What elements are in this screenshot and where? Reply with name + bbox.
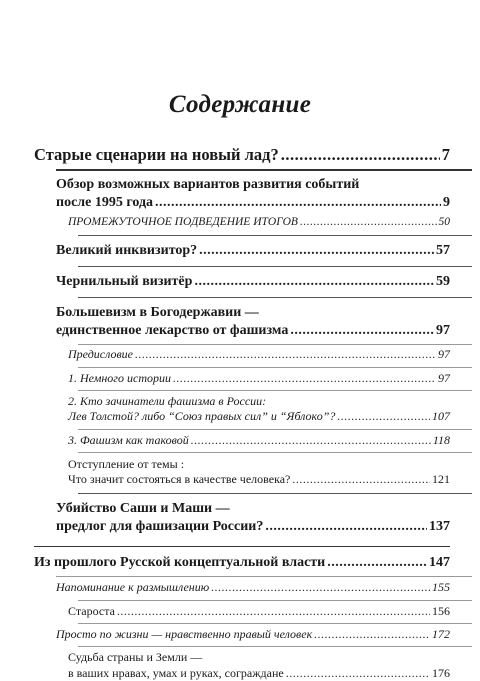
toc-entry-4[interactable] [34,242,450,260]
toc-entry-9[interactable] [34,394,450,425]
toc-entry-page: 97 [436,322,450,338]
toc-entry-title: Предисловие [68,347,134,362]
toc-entry-11[interactable] [34,457,450,488]
toc-entry-page: 121 [432,472,450,487]
toc-entry-title: Староста [68,603,115,618]
toc-entry-title: Просто по жизни — нравственно правый человек [56,626,313,641]
toc-entry-page: 176 [432,665,450,680]
toc-entry-7[interactable] [34,347,450,363]
divider [78,266,472,267]
toc-leader-dots [314,627,430,643]
toc-entry-1[interactable] [34,144,450,165]
divider [78,390,472,391]
toc-entry-page: 172 [432,626,450,641]
toc-entry-title: ПРОМЕЖУТОЧНОЕ ПОДВЕДЕНИЕ ИТОГОВ [68,215,298,228]
toc-entry-page: 97 [438,370,450,385]
toc-entry-page: 118 [432,432,450,447]
toc-entry-13[interactable] [34,554,450,572]
toc-entry-page: 50 [438,215,450,228]
toc-entry-page: 97 [438,347,450,362]
toc-entry-12[interactable] [34,500,450,536]
toc-entry-title-line1: 2. Кто зачинатели фашизма в России: [68,393,267,408]
page-title: Содержание [168,91,312,118]
toc-entry-page: 107 [432,409,450,424]
toc-entry-title: 1. Немного истории [68,370,171,385]
toc-entry-title-line2: Что значит состояться в качестве человека? [68,472,291,487]
divider [78,429,472,430]
toc-entry-title-line2: Лев Толстой? либо “Союз правых сил” и “Яблоко”? [68,409,336,424]
toc-entry-title-line1: Судьба страны и Земли — [68,650,203,665]
toc-leader-dots [265,518,427,536]
toc-entry-page: 155 [432,580,450,595]
divider [78,235,472,236]
toc-leader-dots [327,554,427,572]
divider [78,344,472,345]
toc-entry-14[interactable] [34,580,450,596]
divider [56,576,472,577]
toc-entry-title-line2: единственное лекарство от фашизма [56,322,289,338]
toc-leader-dots [292,472,430,488]
toc-entry-title-line2: после 1995 года [56,194,154,210]
divider [78,623,472,624]
toc-entry-page: 9 [443,194,450,210]
toc-entry-title: Из прошлого Русской концептуальной власти [34,555,326,571]
table-of-contents [34,144,450,681]
toc-entry-page: 57 [436,242,450,258]
toc-entry-page: 137 [429,518,450,534]
divider [78,452,472,453]
toc-entry-title-line1: Убийство Саши и Маши — [56,500,230,516]
toc-leader-dots [173,371,436,387]
toc-entry-3[interactable] [34,215,450,230]
toc-leader-dots [286,666,430,681]
toc-entry-6[interactable] [34,304,450,340]
toc-entry-8[interactable] [34,371,450,387]
toc-leader-dots [191,433,431,449]
divider [78,646,472,647]
toc-leader-dots [211,580,430,596]
divider [78,600,472,601]
toc-entry-title: Старые сценарии на новый лад? [34,145,279,164]
toc-entry-2[interactable] [34,176,450,212]
divider [78,493,472,494]
toc-leader-dots [290,322,434,340]
toc-leader-dots [155,194,441,212]
toc-entry-title-line1: Обзор возможных вариантов развития событий [56,176,360,192]
toc-leader-dots [194,273,434,291]
toc-entry-16[interactable] [34,627,450,643]
toc-leader-dots [199,242,434,260]
toc-entry-page: 59 [436,273,450,289]
toc-entry-title-line2: предлог для фашизации России? [56,518,264,534]
toc-entry-title-line1: Отступление от темы : [68,456,185,471]
toc-entry-title: Чернильный визитёр [56,273,193,289]
divider [78,367,472,368]
toc-entry-17[interactable] [34,650,450,681]
toc-entry-10[interactable] [34,433,450,449]
toc-entry-title: Великий инквизитор? [56,242,198,258]
divider [34,546,450,548]
divider [78,297,472,298]
toc-leader-dots [135,347,436,363]
toc-entry-page: 7 [441,145,450,164]
toc-entry-title: Напоминание к размышлению [56,580,210,595]
divider [56,169,472,171]
toc-entry-5[interactable] [34,273,450,291]
toc-entry-title-line2: в ваших нравах, умах и руках, сограждане [68,665,284,680]
toc-entry-15[interactable] [34,604,450,620]
toc-entry-page: 147 [429,555,450,571]
toc-entry-title: 3. Фашизм как таковой [68,432,189,447]
toc-entry-page: 156 [432,603,450,618]
toc-entry-title-line1: Большевизм в Богодержавии — [56,304,259,320]
toc-leader-dots [281,144,440,165]
toc-leader-dots [337,409,430,425]
toc-leader-dots [300,215,437,230]
toc-leader-dots [117,604,430,620]
